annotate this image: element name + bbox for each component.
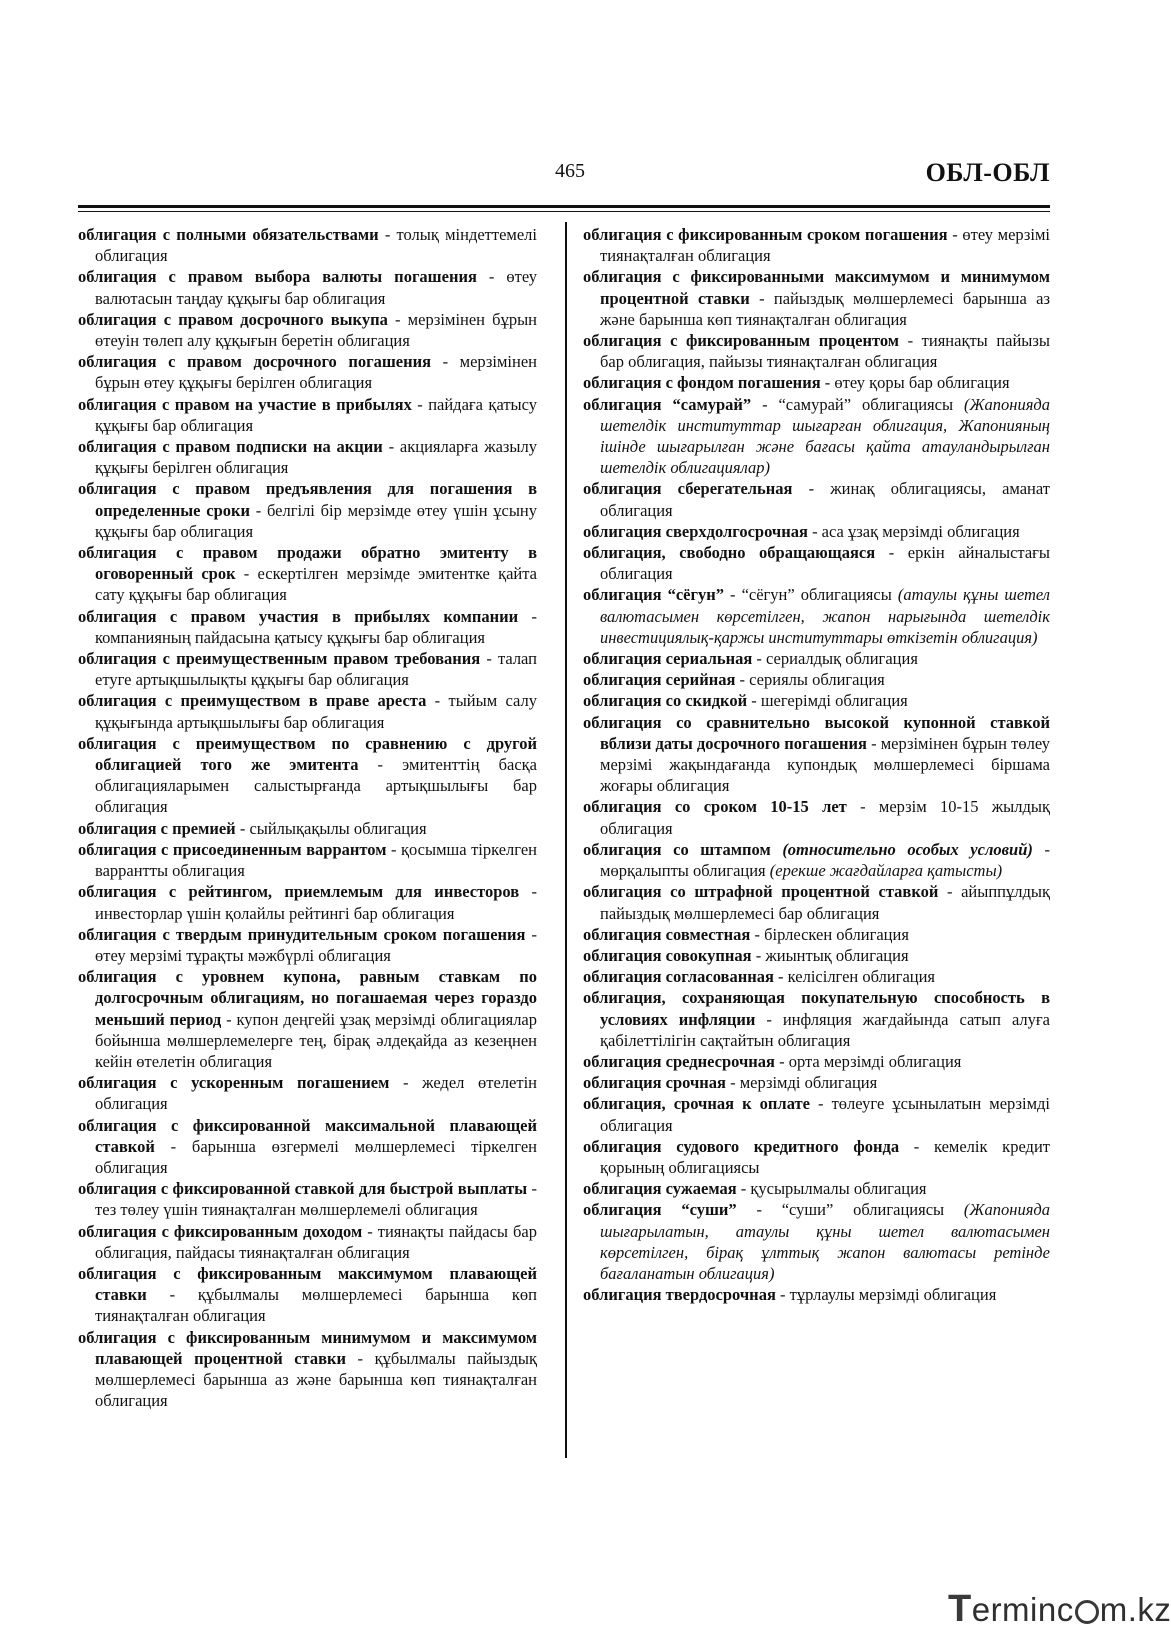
entry-term: облигация “самурай”: [583, 394, 752, 414]
entry-translation: - тез төлеу үшін тиянақталған мөлшерлемелі облигация: [95, 1179, 537, 1220]
dictionary-entry: [78, 394, 537, 436]
page-number: 465: [555, 160, 585, 182]
entry-term: облигация согласованная: [583, 967, 774, 987]
entry-translation: - толық міндеттемелі облигация: [95, 225, 537, 266]
entry-explanation: (Жапонияда шығарылатын, атаулы құны шетел валютасымен көрсетілген, бірақ ұлттық жапон валютасы ретінде бағаланатын облигация): [600, 1200, 1050, 1283]
entry-term: облигация с фондом погашения: [583, 373, 821, 393]
entry-term: облигация с премией: [78, 818, 236, 838]
entry-translation: - эмитенттің басқа облигацияларымен салыстырғанда артықшылығы бар облигация: [95, 755, 537, 817]
entry-translation: - өтеу мерзімі тиянақталған облигация: [600, 225, 1050, 266]
entry-term: облигация с преимуществом по сравнению с другой облигацией того же эмитента: [78, 733, 537, 775]
entry-translation: - белгілі бір мерзімде өтеу үшін ұсыну құқығы бар облигация: [95, 500, 537, 541]
entry-translation: - мерзімінен бұрын төлеу мерзімі жақындағанда купондық мөлшерлемесі біршама жоғары облигация: [600, 733, 1050, 796]
entry-term: облигация с правом участия в прибылях компании: [78, 606, 519, 626]
entry-translation: - ескертілген мерзімде эмитентке қайта сату құқығы бар облигация: [95, 564, 537, 605]
entry-translation: - мөрқалыпты облигация: [600, 839, 1050, 881]
entry-term: облигация с фиксированным доходом: [78, 1221, 363, 1241]
dictionary-entry: [78, 1327, 537, 1412]
entry-explanation: (Жапонияда шетелдік институттар шығарған облигация, Жапонияның ішінде шығарылған және бағасы қайта атауландырылған шетелдік облигациялар): [600, 394, 1051, 478]
entry-term: облигация с фиксированной максимальной плавающей ставкой: [78, 1115, 537, 1156]
dictionary-entry: [78, 1072, 537, 1114]
dictionary-entry: [78, 436, 537, 478]
entry-translation: - кемелік кредит қорының облигациясы: [600, 1136, 1050, 1177]
entry-translation: - тиянақты пайызы бар облигация, пайызы тиянақталған облигация: [600, 331, 1050, 372]
entry-translation: - пайыздық мөлшерлемесі барынша аз және барынша көп тиянақталған облигация: [600, 288, 1050, 329]
header-rule-thin: [78, 211, 1050, 212]
dictionary-entry: [583, 924, 1050, 945]
entry-translation: - “самурай” облигациясы: [751, 394, 964, 414]
entry-term: облигация серийная: [583, 670, 736, 690]
entry-translation: - өтеу валютасын таңдау құқығы бар облигация: [95, 267, 537, 308]
entry-translation: - сыйлықақылы облигация: [235, 818, 427, 838]
dictionary-entry: [583, 521, 1050, 542]
entry-term: облигация совместная: [583, 924, 751, 944]
entry-translation: - купон деңгейі ұзақ мерзімді облигациялар бойынша мөлшерлемелерге тең, бірақ әлдеқайда аз кезеңнен кейін өтелетін облигация: [95, 1009, 537, 1071]
entry-translation: - жедел өтелетін облигация: [95, 1073, 537, 1114]
dictionary-entry: [78, 542, 537, 606]
entry-translation: - сериалдық облигация: [752, 649, 918, 669]
dictionary-entry: [78, 818, 537, 839]
entry-translation: - “суши” облигациясы: [736, 1200, 964, 1220]
entry-term: облигация совокупная: [583, 945, 752, 965]
entry-term: облигация с правом выбора валюты погашения: [78, 267, 477, 287]
entry-term: облигация с рейтингом, приемлемым для инвесторов: [78, 882, 520, 902]
entry-translation: - инвесторлар үшін қолайлы рейтингі бар облигация: [95, 882, 537, 923]
entry-term: облигация с ускоренным погашением: [78, 1073, 390, 1093]
entry-translation: - талап етуге артықшылықты құқығы бар облигация: [95, 649, 537, 690]
dictionary-entry: [583, 542, 1050, 584]
entry-translation: - тыйым салу құқығында артықшылығы бар облигация: [95, 691, 537, 732]
dictionary-entry: [583, 1178, 1050, 1199]
dictionary-entry: [583, 881, 1050, 923]
dictionary-entry: [78, 1221, 537, 1263]
entry-term: облигация со скидкой: [583, 691, 748, 711]
dictionary-entry: [583, 372, 1050, 393]
entry-translation: - компанияның пайдасына қатысу құқығы бар облигация: [95, 606, 537, 647]
entry-term: облигация с присоединенным варрантом: [78, 839, 387, 859]
entry-translation: - бірлескен облигация: [750, 924, 909, 944]
entry-term: облигация, сохраняющая покупательную способность в условиях инфляции: [583, 988, 1050, 1029]
entry-translation: - мерзімінен бұрын өтеу құқығы берілген облигация: [95, 352, 537, 393]
entry-term: облигация с фиксированным максимумом плавающей ставки: [78, 1263, 537, 1305]
entry-explanation: (ерекше жағдайларға қатысты): [769, 861, 1003, 881]
header-rule-thick: [78, 205, 1050, 208]
entry-term: облигация с правом продажи обратно эмитенту в оговоренный срок: [78, 543, 537, 584]
dictionary-entry: [583, 796, 1050, 838]
entry-term: облигация с преимуществом в праве ареста: [78, 691, 427, 711]
entry-term: облигация “сёгун”: [583, 585, 724, 605]
entry-translation: - мерзімді облигация: [725, 1073, 878, 1093]
entry-term: облигация с правом досрочного погашения: [78, 352, 432, 372]
dictionary-entry: [78, 478, 537, 542]
dictionary-entry: [583, 266, 1050, 330]
dictionary-entry: [583, 1072, 1050, 1093]
entry-term: облигация судового кредитного фонда: [583, 1136, 900, 1156]
entry-term: облигация сериальная: [583, 649, 753, 669]
entry-translation: - өтеу мерзімі тұрақты мәжбүрлі облигация: [95, 924, 537, 965]
column-divider: [565, 222, 567, 1458]
entry-translation: - сериялы облигация: [735, 670, 885, 690]
entry-term: облигация, свободно обращающаяся: [583, 543, 876, 563]
entry-term: облигация срочная: [583, 1073, 726, 1093]
entry-term: облигация с правом досрочного выкупа: [78, 309, 388, 329]
dictionary-entry: [583, 712, 1050, 797]
entry-term: облигация с фиксированной ставкой для быстрой выплаты: [78, 1179, 528, 1199]
entry-term: облигация с фиксированными максимумом и минимумом процентной ставки: [583, 267, 1050, 308]
entry-translation: - инфляция жағдайында сатып алуға қабілеттілігін сақтайтын облигация: [600, 1009, 1050, 1050]
entry-translation: - тиянақты пайдасы бар облигация, пайдасы тиянақталған облигация: [95, 1221, 538, 1262]
entry-term: облигация с уровнем купона, равным ставкам по долгосрочным облигациям, но погашаемая через гораздо меньший период: [78, 967, 537, 1029]
dictionary-entry: [78, 351, 537, 393]
entry-term-note: (относительно особых условий): [770, 839, 1033, 859]
entry-translation: - айыппұлдық пайыздық мөлшерлемесі бар облигация: [600, 882, 1050, 923]
dictionary-entry: [583, 690, 1050, 711]
dictionary-entry: [583, 224, 1050, 266]
entry-term: облигация с правом предъявления для погашения в определенные сроки: [78, 479, 537, 520]
entry-translation: - мерзімінен бұрын өтеуін төлеп алу құқығын беретін облигация: [95, 309, 537, 351]
termincom-logo: Terminc m.kz: [948, 1588, 1171, 1630]
entry-term: облигация сберегательная: [583, 479, 793, 499]
entry-term: облигация, срочная к оплате: [583, 1094, 810, 1114]
entry-translation: - еркін айналыстағы облигация: [600, 543, 1051, 584]
entry-translation: - төлеуге ұсынылатын мерзімді облигация: [600, 1094, 1051, 1135]
entry-translation: - орта мерзімді облигация: [774, 1051, 962, 1071]
dictionary-entry: [78, 1115, 537, 1179]
dictionary-entry: [78, 648, 537, 690]
left-column: [78, 224, 537, 1411]
entry-term: облигация с правом подписки на акции: [78, 437, 383, 457]
dictionary-entry: [583, 394, 1050, 479]
dictionary-entry: [583, 330, 1050, 372]
dictionary-entry: [78, 690, 537, 732]
dictionary-entry: [583, 669, 1050, 690]
dictionary-entry: [78, 733, 537, 818]
entry-translation: - келісілген облигация: [773, 967, 936, 987]
entry-translation: - жиынтық облигация: [751, 945, 909, 965]
entry-explanation: (атаулы құны шетел валютасымен көрсетілген, жапон нарығында шетелдік инвестициялық-қаржы институттары өткізетін облигация): [600, 585, 1051, 647]
dictionary-entry: [78, 224, 537, 266]
entry-translation: - құбылмалы мөлшерлемесі барынша көп тиянақталған облигация: [95, 1285, 537, 1326]
entry-term: облигация сужаемая: [583, 1179, 737, 1199]
dictionary-entry: [583, 1136, 1050, 1178]
dictionary-entry: [78, 1178, 537, 1220]
dictionary-entry: [583, 966, 1050, 987]
right-column: [583, 224, 1050, 1305]
dictionary-entry: [583, 648, 1050, 669]
entry-term: облигация со штрафной процентной ставкой: [583, 882, 939, 902]
dictionary-entry: [583, 1199, 1050, 1284]
entry-term: облигация с правом на участие в прибылях: [78, 394, 412, 414]
entry-translation: - қосымша тіркелген варрантты облигация: [95, 839, 537, 881]
dictionary-entry: [583, 1051, 1050, 1072]
dictionary-entry: [583, 1093, 1050, 1135]
entry-translation: - жинақ облигациясы, аманат облигация: [600, 479, 1050, 520]
entry-term: облигация с полными обязательствами: [78, 225, 379, 244]
running-head: ОБЛ-ОБЛ: [925, 158, 1050, 187]
dictionary-entry: [78, 881, 537, 923]
entry-term: облигация с фиксированным процентом: [583, 331, 900, 351]
entry-term: облигация среднесрочная: [583, 1051, 775, 1071]
entry-translation: - пайдаға қатысу құқығы бар облигация: [95, 394, 537, 435]
entry-term: облигация с фиксированным минимумом и максимумом плавающей процентной ставки: [78, 1327, 537, 1368]
entry-translation: - өтеу қоры бар облигация: [820, 373, 1010, 393]
entry-term: облигация с твердым принудительным сроком погашения: [78, 924, 526, 944]
entry-translation: - аса ұзақ мерзімді облигация: [807, 521, 1020, 541]
dictionary-entry: [78, 606, 537, 648]
dictionary-entry: [583, 1284, 1050, 1305]
dictionary-entry: [78, 309, 537, 351]
entry-term: облигация с преимущественным правом требования: [78, 649, 481, 669]
entry-translation: - акцияларға жазылу құқығы берілген облигация: [95, 437, 537, 478]
entry-translation: - “сёгун” облигациясы: [723, 585, 898, 605]
entry-term: облигация со сроком 10-15 лет: [583, 797, 847, 817]
entry-translation: - тұрлаулы мерзімді облигация: [775, 1285, 997, 1305]
entry-term: облигация сверхдолгосрочная: [583, 521, 808, 541]
dictionary-entry: [583, 478, 1050, 520]
entry-term: облигация “суши”: [583, 1200, 737, 1220]
entry-term: облигация со сравнительно высокой купонной ставкой вблизи даты досрочного погашения: [583, 712, 1050, 753]
entry-translation: - барынша өзгермелі мөлшерлемесі тіркелген облигация: [95, 1136, 537, 1177]
dictionary-entry: [78, 839, 537, 881]
entry-translation: - шегерімді облигация: [747, 691, 908, 711]
dictionary-entry: [583, 945, 1050, 966]
dictionary-entry: [583, 584, 1050, 648]
entry-term: облигация с фиксированным сроком погашения: [583, 225, 948, 244]
dictionary-entry: [78, 1263, 537, 1327]
entry-translation: - құбылмалы пайыздық мөлшерлемесі барынша аз және барынша көп тиянақталған облигация: [95, 1348, 537, 1411]
entry-translation: - қусырылмалы облигация: [736, 1179, 927, 1199]
dictionary-entry: [583, 987, 1050, 1051]
entry-translation: - мерзім 10-15 жылдық облигация: [600, 797, 1050, 838]
entry-term: облигация твердосрочная: [583, 1285, 776, 1305]
dictionary-entry: [583, 839, 1050, 881]
dictionary-entry: [78, 266, 537, 308]
dictionary-entry: [78, 966, 537, 1072]
entry-term: облигация со штампом: [583, 839, 771, 859]
dictionary-entry: [78, 924, 537, 966]
